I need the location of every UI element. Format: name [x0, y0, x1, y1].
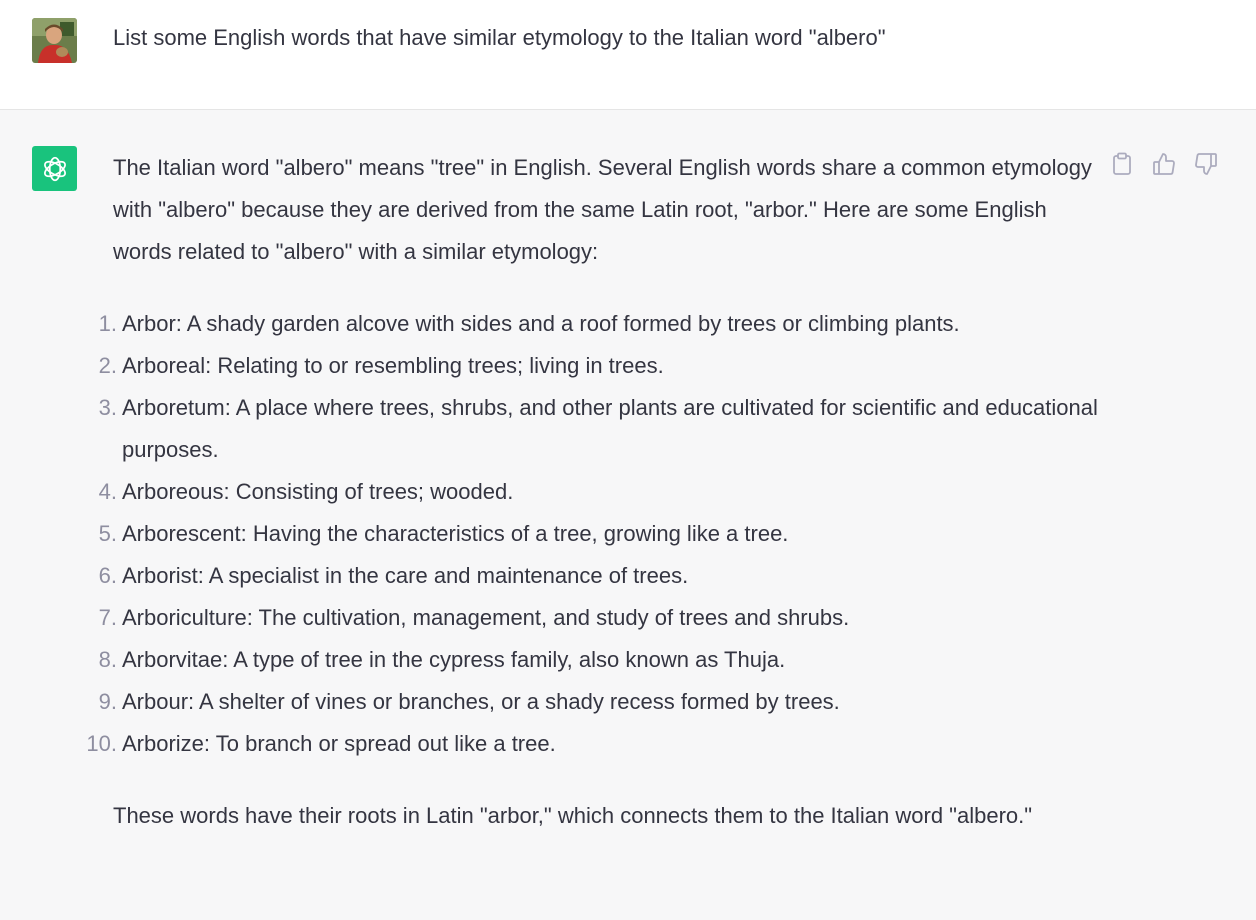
list-item-text: Arborize: To branch or spread out like a tree.: [122, 731, 556, 756]
list-item: [98, 345, 1103, 387]
assistant-answer: [86, 147, 1103, 837]
list-item-number: 1.: [98, 311, 117, 336]
assistant-message-row: [0, 110, 1256, 920]
message-actions: [1108, 150, 1220, 178]
list-item-number: 6.: [98, 563, 117, 588]
list-item-text: Arboreous: Consisting of trees; wooded.: [122, 479, 514, 504]
list-item-text: Arbor: A shady garden alcove with sides and a roof formed by trees or climbing plants.: [122, 311, 960, 336]
list-item: [98, 387, 1103, 471]
list-item: [98, 471, 1103, 513]
list-item: [98, 303, 1103, 345]
list-item-text: Arboriculture: The cultivation, management, and study of trees and shrubs.: [122, 605, 850, 630]
user-message-text: List some English words that have similar etymology to the Italian word "albero": [113, 25, 886, 50]
list-item-number: 8.: [98, 647, 117, 672]
user-avatar: [32, 18, 77, 63]
answer-outro: These words have their roots in Latin "arbor," which connects them to the Italian word "albero.": [113, 803, 1033, 828]
openai-logo-icon: [40, 154, 70, 184]
list-item-number: 10.: [86, 731, 117, 756]
list-item: [98, 597, 1103, 639]
list-item: [98, 555, 1103, 597]
list-item-text: Arboreal: Relating to or resembling trees; living in trees.: [122, 353, 664, 378]
list-item-number: 9.: [98, 689, 117, 714]
thumbs-down-icon: [1194, 152, 1218, 176]
user-photo-avatar: [32, 18, 77, 63]
copy-button[interactable]: [1108, 150, 1136, 178]
list-item-number: 2.: [98, 353, 117, 378]
list-item-number: 7.: [98, 605, 117, 630]
list-item: [86, 723, 1103, 765]
thumbs-up-icon: [1152, 152, 1176, 176]
thumbs-down-button[interactable]: [1192, 150, 1220, 178]
clipboard-icon: [1111, 152, 1133, 176]
list-item: [98, 513, 1103, 555]
list-item-number: 4.: [98, 479, 117, 504]
list-item: [98, 681, 1103, 723]
word-list: [86, 303, 1103, 765]
thumbs-up-button[interactable]: [1150, 150, 1178, 178]
list-item-number: 3.: [98, 395, 117, 420]
list-item-text: Arborescent: Having the characteristics of a tree, growing like a tree.: [122, 521, 789, 546]
list-item-text: Arborvitae: A type of tree in the cypress family, also known as Thuja.: [122, 647, 786, 672]
list-item-text: Arbour: A shelter of vines or branches, or a shady recess formed by trees.: [122, 689, 840, 714]
list-item-text: Arborist: A specialist in the care and maintenance of trees.: [122, 563, 689, 588]
list-item-text: Arboretum: A place where trees, shrubs, and other plants are cultivated for scientific and educational purposes.: [122, 395, 1098, 462]
list-item: [98, 639, 1103, 681]
list-item-number: 5.: [98, 521, 117, 546]
user-message-row: [0, 0, 1256, 110]
assistant-avatar: [32, 146, 77, 191]
answer-intro: The Italian word "albero" means "tree" in English. Several English words share a common etymology with "albero" because they are derived from the same Latin root, "arbor." Here are some English words related to "albero" with a similar etymology:: [113, 155, 1092, 264]
